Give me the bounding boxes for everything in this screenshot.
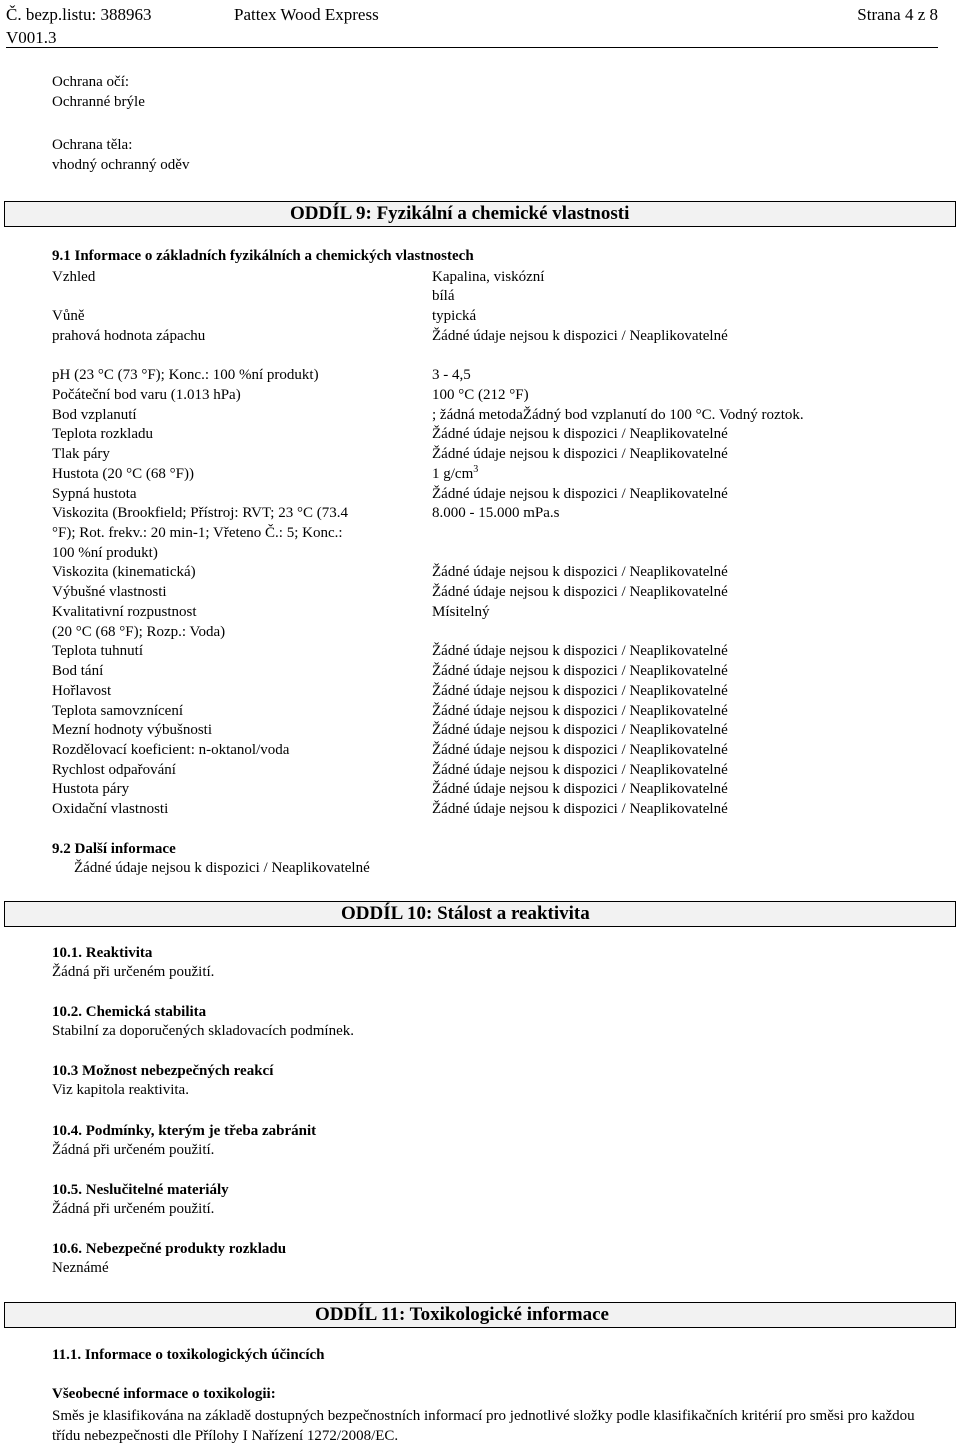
property-label: °F); Rot. frekv.: 20 min-1; Vřeteno Č.: 5; Konc.:	[52, 525, 343, 541]
section-9-1-heading: 9.1 Informace o základních fyzikálních a chemických vlastnostech	[52, 248, 474, 264]
property-label: Vzhled	[52, 269, 96, 285]
property-value-superscript: 3	[473, 464, 479, 475]
property-value	[432, 407, 804, 424]
property-value-text: Žádné údaje nejsou k dispozici / Neaplikovatelné	[432, 781, 728, 797]
property-value	[432, 762, 728, 779]
property-value	[432, 446, 728, 463]
property-value-text: Kapalina, viskózní	[432, 269, 545, 285]
property-value	[432, 387, 529, 404]
doc-version: V001.3	[6, 28, 57, 47]
property-value	[432, 643, 728, 660]
property-label: Vůně	[52, 308, 85, 324]
property-value-text: Mísitelný	[432, 604, 490, 620]
property-label: Sypná hustota	[52, 486, 137, 502]
subsection-text: Neznámé	[52, 1260, 109, 1276]
section-11-title: ODDÍL 11: Toxikologické informace	[315, 1304, 609, 1325]
property-value-text: Žádné údaje nejsou k dispozici / Neaplikovatelné	[432, 762, 728, 778]
property-value	[432, 703, 728, 720]
property-label: Rozdělovací koeficient: n-oktanol/voda	[52, 742, 290, 758]
property-label: Počáteční bod varu (1.013 hPa)	[52, 387, 241, 403]
property-value	[432, 367, 471, 384]
toxicology-general-text: Směs je klasifikována na základě dostupných bezpečnostních informací pro jednotlivé složky podle klasifikačních kritérií pro směsi pro každou třídu nebezpečnosti dle Přílohy I Nařízení 1272/2008/EC.	[52, 1408, 915, 1444]
subsection-text: Žádná při určeném použití.	[52, 964, 215, 980]
property-label: Bod tání	[52, 663, 104, 679]
property-value-text: Žádné údaje nejsou k dispozici / Neaplikovatelné	[432, 683, 728, 699]
property-label: Teplota rozkladu	[52, 426, 153, 442]
property-value	[432, 683, 728, 700]
property-value	[432, 308, 476, 325]
property-value-text: 1 g/cm	[432, 466, 474, 482]
subsection-heading: 10.3 Možnost nebezpečných reakcí	[52, 1063, 274, 1079]
doc-number: Č. bezp.listu: 388963	[6, 5, 152, 24]
property-value-text: Žádné údaje nejsou k dispozici / Neaplikovatelné	[432, 328, 728, 344]
property-value	[432, 426, 728, 443]
property-value-text: Žádné údaje nejsou k dispozici / Neaplikovatelné	[432, 426, 728, 442]
page-number: Strana 4 z 8	[857, 5, 938, 24]
subsection-heading: 10.4. Podmínky, kterým je třeba zabránit	[52, 1123, 317, 1139]
property-label: Tlak páry	[52, 446, 110, 462]
property-value-text: 3 - 4,5	[432, 367, 471, 383]
property-value-text: bílá	[432, 288, 455, 304]
body-protection-label: Ochrana těla:	[52, 137, 133, 153]
section-9-title: ODDÍL 9: Fyzikální a chemické vlastnosti	[290, 203, 630, 224]
property-value	[432, 466, 478, 483]
property-value-text: Žádné údaje nejsou k dispozici / Neaplikovatelné	[432, 801, 728, 817]
property-value-text: Žádné údaje nejsou k dispozici / Neaplikovatelné	[432, 564, 728, 580]
property-label: pH (23 °C (73 °F); Konc.: 100 %ní produkt)	[52, 367, 319, 383]
property-value-text: 100 °C (212 °F)	[432, 387, 529, 403]
property-value-text: Žádné údaje nejsou k dispozici / Neaplikovatelné	[432, 486, 728, 502]
property-label: Hustota (20 °C (68 °F))	[52, 466, 194, 482]
property-value	[432, 269, 544, 286]
property-value-text: ; žádná metodaŽádný bod vzplanutí do 100 °C. Vodný roztok.	[432, 407, 804, 423]
property-label: 100 %ní produkt)	[52, 545, 158, 561]
subsection-text: Stabilní za doporučených skladovacích podmínek.	[52, 1023, 354, 1039]
property-label: Bod vzplanutí	[52, 407, 137, 423]
property-value	[432, 781, 728, 798]
eye-protection-value: Ochranné brýle	[52, 94, 145, 110]
property-value	[432, 722, 728, 739]
property-label: Hořlavost	[52, 683, 112, 699]
property-value	[432, 742, 728, 759]
property-value	[432, 288, 455, 305]
property-label: prahová hodnota zápachu	[52, 328, 206, 344]
property-label: Rychlost odpařování	[52, 762, 176, 778]
subsection-text: Žádná při určeném použití.	[52, 1201, 215, 1217]
property-value	[432, 584, 728, 601]
property-value	[432, 564, 728, 581]
product-name: Pattex Wood Express	[234, 5, 379, 24]
property-label: Hustota páry	[52, 781, 130, 797]
subsection-text: Žádná při určeném použití.	[52, 1142, 215, 1158]
property-label: Viskozita (Brookfield; Přístroj: RVT; 23 °C (73.4	[52, 505, 348, 521]
property-value	[432, 604, 490, 621]
property-value-text: Žádné údaje nejsou k dispozici / Neaplikovatelné	[432, 643, 728, 659]
toxicology-general-heading: Všeobecné informace o toxikologii:	[52, 1386, 276, 1402]
subsection-heading: 10.1. Reaktivita	[52, 945, 153, 961]
property-label: Oxidační vlastnosti	[52, 801, 169, 817]
section-11-1-heading: 11.1. Informace o toxikologických účincích	[52, 1347, 325, 1363]
property-label: Teplota samovznícení	[52, 703, 183, 719]
property-value-text: Žádné údaje nejsou k dispozici / Neaplikovatelné	[432, 722, 728, 738]
subsection-heading: 10.6. Nebezpečné produkty rozkladu	[52, 1241, 287, 1257]
subsection-text: Viz kapitola reaktivita.	[52, 1082, 189, 1098]
property-label: Viskozita (kinematická)	[52, 564, 196, 580]
property-value-text: Žádné údaje nejsou k dispozici / Neaplikovatelné	[432, 663, 728, 679]
page-header	[6, 3, 938, 48]
property-value-text: typická	[432, 308, 477, 324]
property-value-text: Žádné údaje nejsou k dispozici / Neaplikovatelné	[432, 584, 728, 600]
property-label: (20 °C (68 °F); Rozp.: Voda)	[52, 624, 226, 640]
property-value	[432, 505, 560, 522]
property-value-text: Žádné údaje nejsou k dispozici / Neaplikovatelné	[432, 742, 728, 758]
section-9-2-text: Žádné údaje nejsou k dispozici / Neaplikovatelné	[74, 860, 370, 876]
body-protection-value: vhodný ochranný oděv	[52, 157, 190, 173]
property-value	[432, 328, 728, 345]
section-10-title: ODDÍL 10: Stálost a reaktivita	[341, 903, 590, 924]
subsection-heading: 10.2. Chemická stabilita	[52, 1004, 207, 1020]
property-label: Výbušné vlastnosti	[52, 584, 167, 600]
subsection-heading: 10.5. Neslučitelné materiály	[52, 1182, 229, 1198]
property-value	[432, 801, 728, 818]
property-value-text: Žádné údaje nejsou k dispozici / Neaplikovatelné	[432, 703, 728, 719]
property-label: Kvalitativní rozpustnost	[52, 604, 197, 620]
eye-protection-label: Ochrana očí:	[52, 74, 130, 90]
section-9-2-heading: 9.2 Další informace	[52, 841, 176, 857]
property-value-text: 8.000 - 15.000 mPa.s	[432, 505, 560, 521]
property-label: Teplota tuhnutí	[52, 643, 144, 659]
property-value	[432, 663, 728, 680]
property-value-text: Žádné údaje nejsou k dispozici / Neaplikovatelné	[432, 446, 728, 462]
property-label: Mezní hodnoty výbušnosti	[52, 722, 212, 738]
property-value	[432, 486, 728, 503]
